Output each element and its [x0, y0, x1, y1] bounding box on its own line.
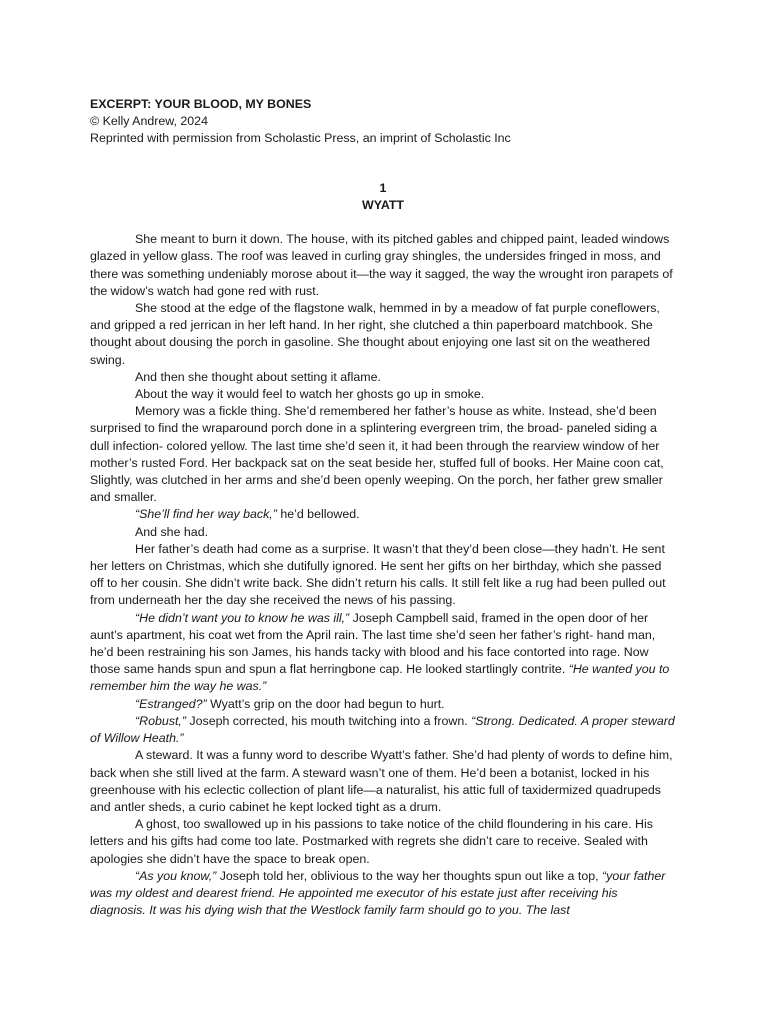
paragraph — [90, 300, 676, 369]
paragraph — [90, 541, 676, 610]
paragraph — [90, 369, 676, 386]
italic-text: “As you know,” — [135, 868, 217, 883]
paragraph-text: Joseph Campbell said, framed in the open door of her aunt’s apartment, his coat wet from the April rain. The last time she’d seen her father’s right- hand man, he’d been restraining his son James, his hands tacky with blood and his face contorted into rage. Now those same hands spun and spun a flat herringbone cap. He looked startlingly contrite. — [90, 610, 656, 677]
paragraph — [90, 231, 676, 300]
paragraph-text: Joseph corrected, his mouth twitching into a frown. — [185, 713, 472, 728]
paragraph-text: A steward. It was a funny word to describe Wyatt’s father. She’d had plenty of words to define him, back when she still lived at the farm. A steward wasn’t one of them. He’d been a botanist, locked in his greenhouse with his eclectic collection of plant life—a naturalist, his attic full of taxidermized quadrupeds and antler sheds, a curio cabinet he kept locked tight as a drum. — [90, 748, 673, 814]
paragraph — [90, 610, 676, 696]
paragraph — [90, 816, 676, 868]
body-text — [90, 231, 676, 919]
italic-text: “He wanted you to remember him the way he was.” — [90, 662, 670, 694]
paragraph — [90, 696, 676, 713]
paragraph-text: Her father’s death had come as a surprise. It wasn’t that they’d been close—they hadn’t. He sent her letters on Christmas, which she dutifully ignored. He sent her gifts on her birthday, which she passed off to her cousin. She didn’t write back. She didn’t return his calls. It still felt like a rug had been pulled out from underneath her the day she received the news of his passing. — [90, 541, 666, 608]
paragraph — [90, 524, 676, 541]
excerpt-title: EXCERPT: YOUR BLOOD, MY BONES — [90, 97, 312, 111]
paragraph-text: A ghost, too swallowed up in his passions to take notice of the child floundering in his care. His letters and his gifts had come too late. Postmarked with regrets she didn’t care to receive. Sealed with apologies she didn’t have the space to break open. — [90, 817, 653, 866]
copyright-line: © Kelly Andrew, 2024 — [90, 114, 208, 129]
paragraph-text: About the way it would feel to watch her ghosts go up in smoke. — [135, 387, 485, 402]
paragraph — [90, 713, 676, 747]
chapter-number: 1 — [379, 180, 387, 195]
paragraph — [90, 868, 676, 920]
italic-text: “She’ll find her way back,” — [135, 507, 277, 522]
paragraph-text: Memory was a fickle thing. She’d remembered her father’s house as white. Instead, she’d been surprised to find the wraparound porch done in a splintering evergreen trim, the broad- paneled siding a dull infection- colored yellow. The last time she’d seen it, it had been through the rearview window of her mother’s rusted Ford. Her backpack sat on the seat beside her, stuffed full of books. Her Maine coon cat, Slightly, was clutched in her arms and she’d been openly weeping. On the porch, her father grew smaller and smaller. — [90, 404, 664, 505]
italic-text: “Estranged?” — [135, 696, 207, 711]
paragraph — [90, 386, 676, 403]
paragraph-text: Joseph told her, oblivious to the way her thoughts spun out like a top, — [216, 868, 602, 883]
paragraph — [90, 403, 676, 506]
chapter-name: WYATT — [362, 197, 404, 212]
paragraph-text: She meant to burn it down. The house, with its pitched gables and chipped paint, leaded windows glazed in yellow glass. The roof was leaved in curling gray shingles, the undersides fringed in moss, and there was something undeniably morose about it—the way it sagged, the way the wrought iron parapets of the widow’s watch had gone red with rust. — [90, 232, 673, 298]
paragraph-text: And then she thought about setting it aflame. — [135, 369, 381, 384]
paragraph-text: And she had. — [135, 524, 209, 539]
paragraph — [90, 747, 676, 816]
permission-line: Reprinted with permission from Scholastic Press, an imprint of Scholastic Inc — [90, 131, 511, 146]
italic-text: “Robust,” — [135, 713, 186, 728]
chapter-spacer — [90, 214, 676, 231]
paragraph — [90, 506, 676, 523]
paragraph-text: She stood at the edge of the flagstone walk, hemmed in by a meadow of fat purple coneflowers, and gripped a red jerrican in her left hand. In her right, she clutched a thin paperboard matchbook. She thought about dousing the porch in gasoline. She thought about enjoying one last sit on the weathered swing. — [90, 301, 660, 367]
italic-text: “your father was my oldest and dearest friend. He appointed me executor of his estate just after receiving his diagnosis. It was his dying wish that the Westlock family farm should go to you. The last — [90, 868, 666, 918]
paragraph-text: he’d bellowed. — [276, 507, 360, 522]
italic-text: “Strong. Dedicated. A proper steward of Willow Heath.” — [90, 713, 675, 746]
italic-text: “He didn’t want you to know he was ill,” — [135, 610, 350, 625]
paragraph-text: Wyatt’s grip on the door had begun to hurt. — [206, 696, 445, 711]
